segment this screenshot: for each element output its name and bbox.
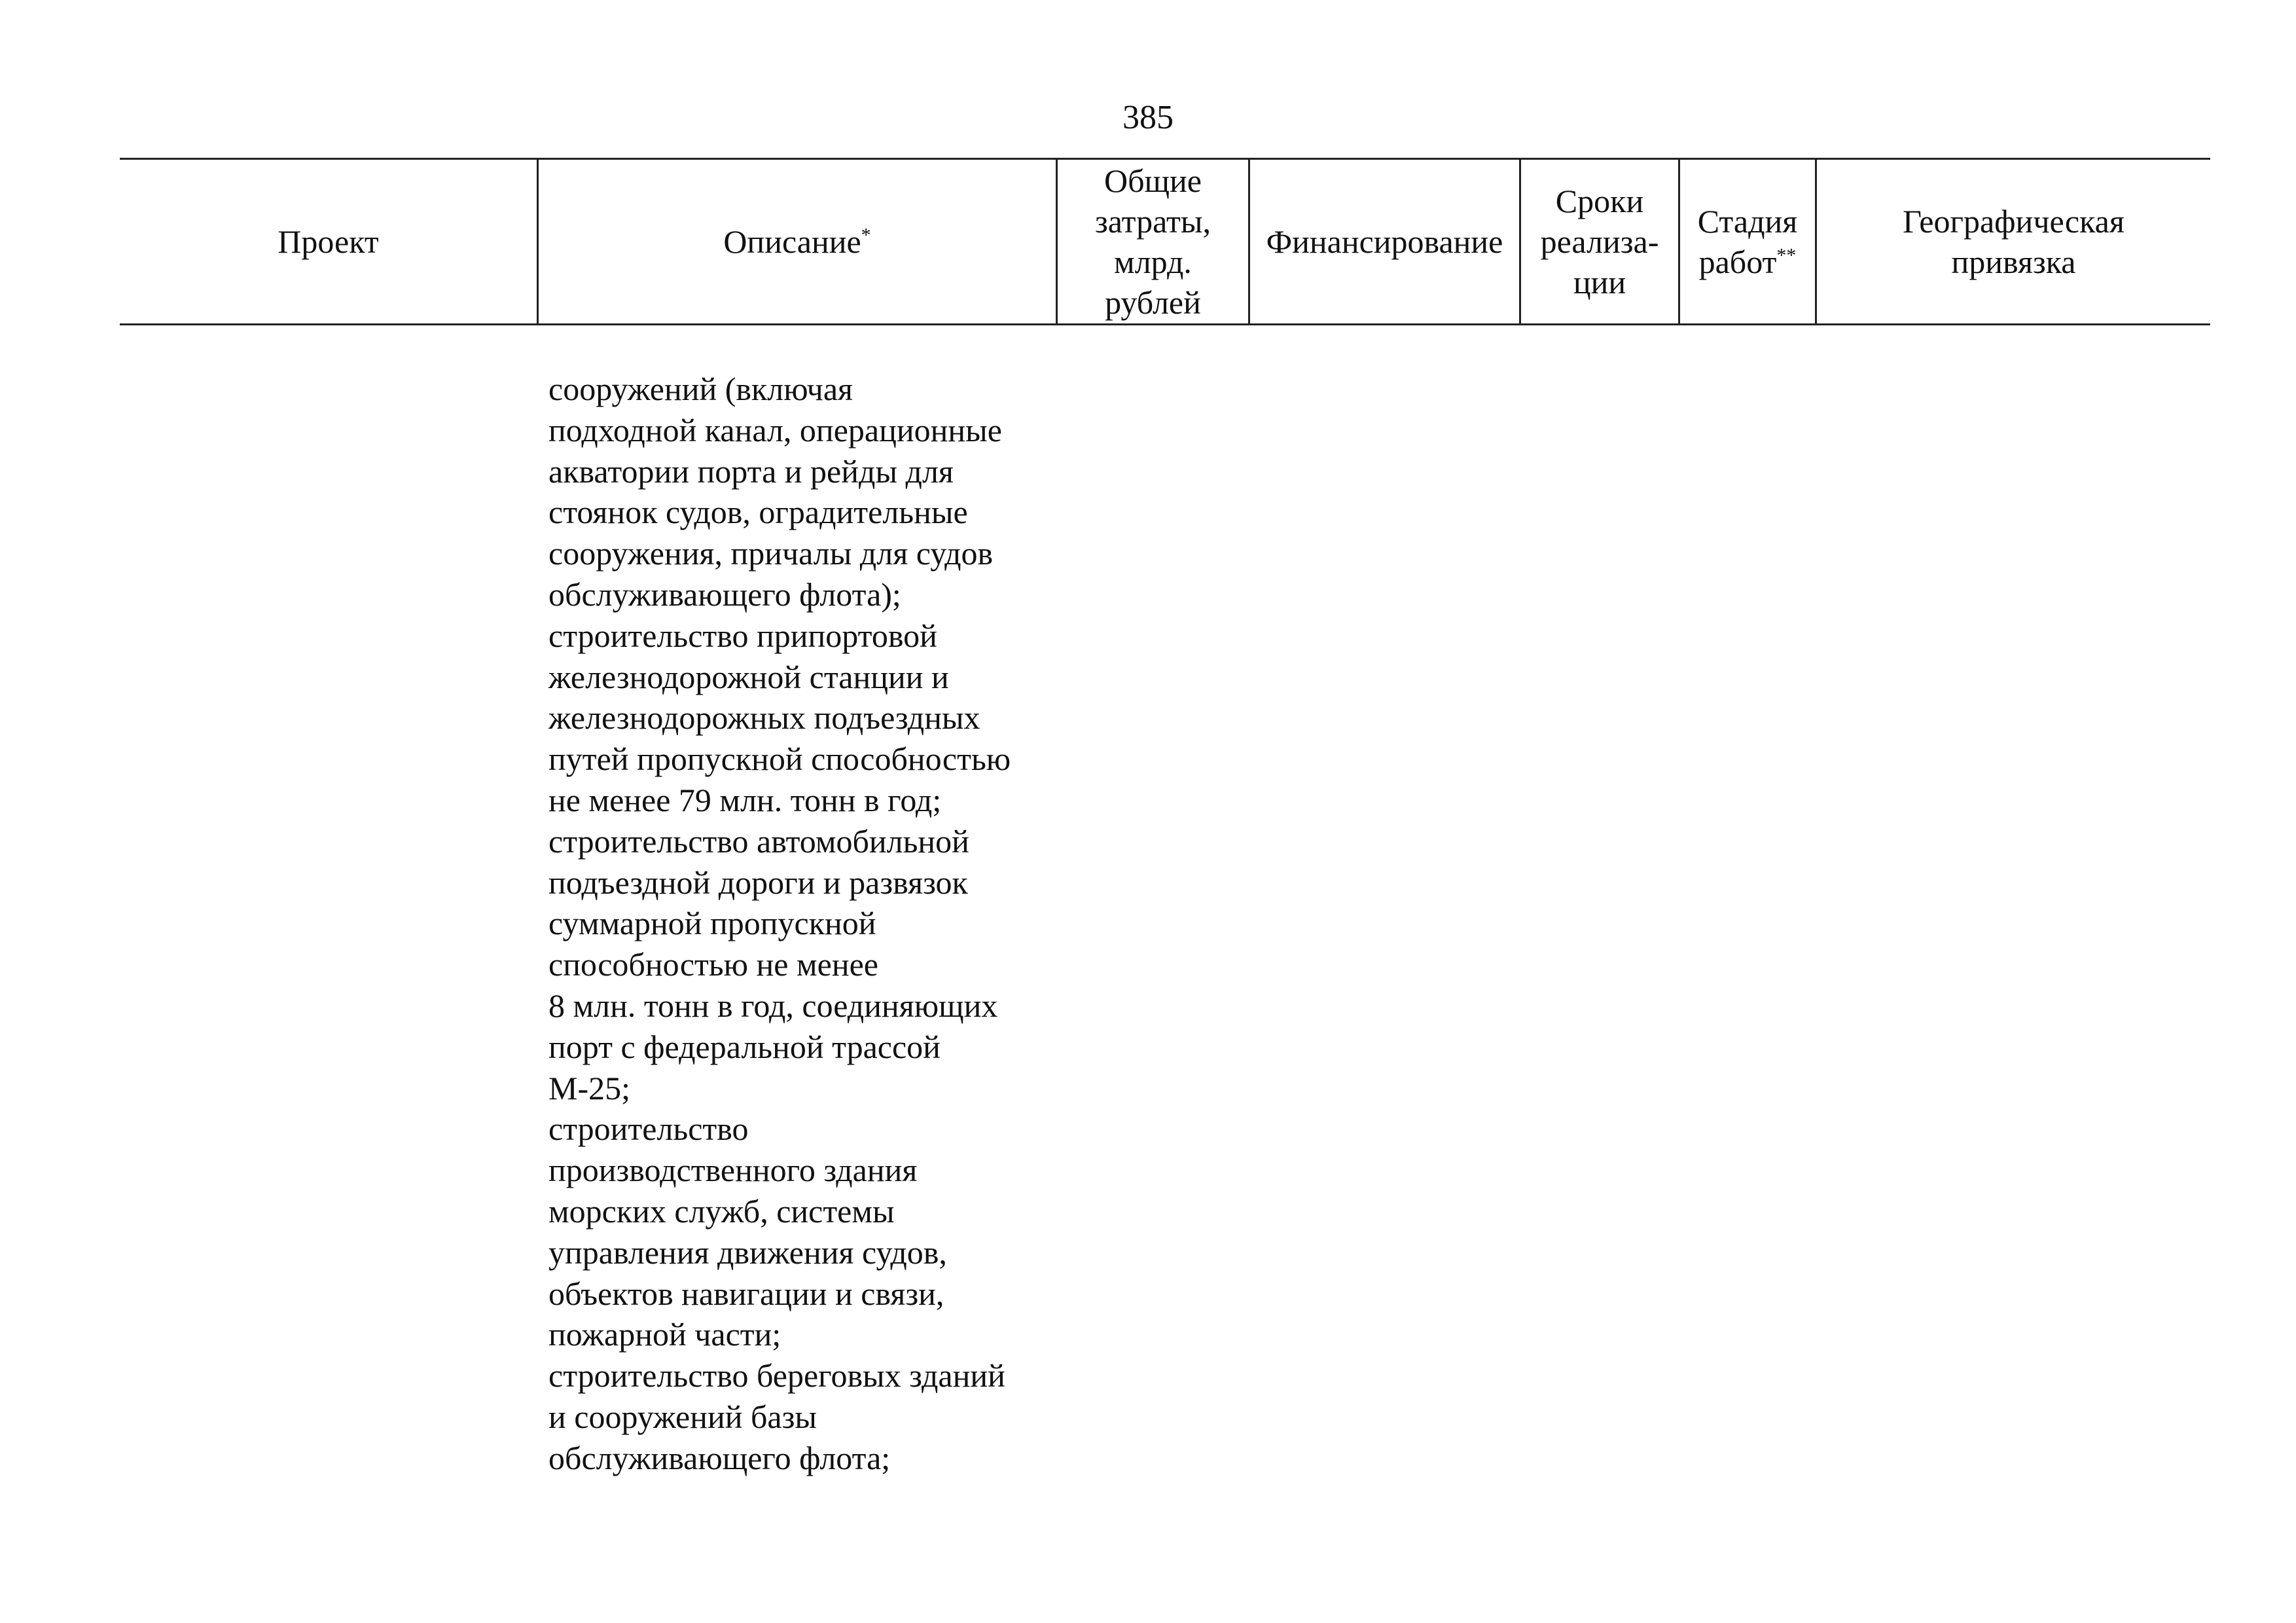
header-financing-label: Финансирование [1266,223,1503,260]
header-stage-footnote-mark: ** [1776,244,1797,266]
header-total-cost-label: Общие затраты, млрд. рублей [1095,162,1211,321]
header-stage-wrap [1698,201,1798,282]
description-cell-text: сооружений (включая подходной канал, операционные акватории порта и рейды для стоянок судов, оградительные сооружения, причалы для судов обслуживающего флота); строительство припортовой железнодорожной станции и железнодорожных подъездных путей пропускной способностью не менее 79 млн. тонн в год; строительство автомобильной подъездной дороги и развязок суммарной пропускной способностью не менее 8 млн. тонн в год, соединяющих порт с федеральной трассой М-25; строительство производственного здания морских служб, системы управления движения судов, объектов навигации и связи, пожарной части; строительство береговых зданий и сооружений базы обслуживающего флота; [548,371,1011,1476]
header-project [120,160,537,323]
header-description [539,160,1056,323]
header-timeline-label: Сроки реализа- ции [1540,183,1659,301]
header-timeline [1521,160,1678,323]
header-geography-label: Географическая привязка [1903,203,2125,280]
table-header-bottom-rule [120,323,2210,325]
header-stage [1680,160,1815,323]
header-project-label: Проект [278,223,379,260]
header-description-wrap [723,221,870,262]
header-description-label: Описание [723,223,861,260]
header-total-cost [1058,160,1248,323]
header-description-footnote-mark: * [861,224,871,246]
header-financing [1250,160,1519,323]
page-number: 385 [1122,99,1174,136]
header-stage-label: Стадия работ [1697,203,1798,280]
header-geography [1817,160,2210,323]
